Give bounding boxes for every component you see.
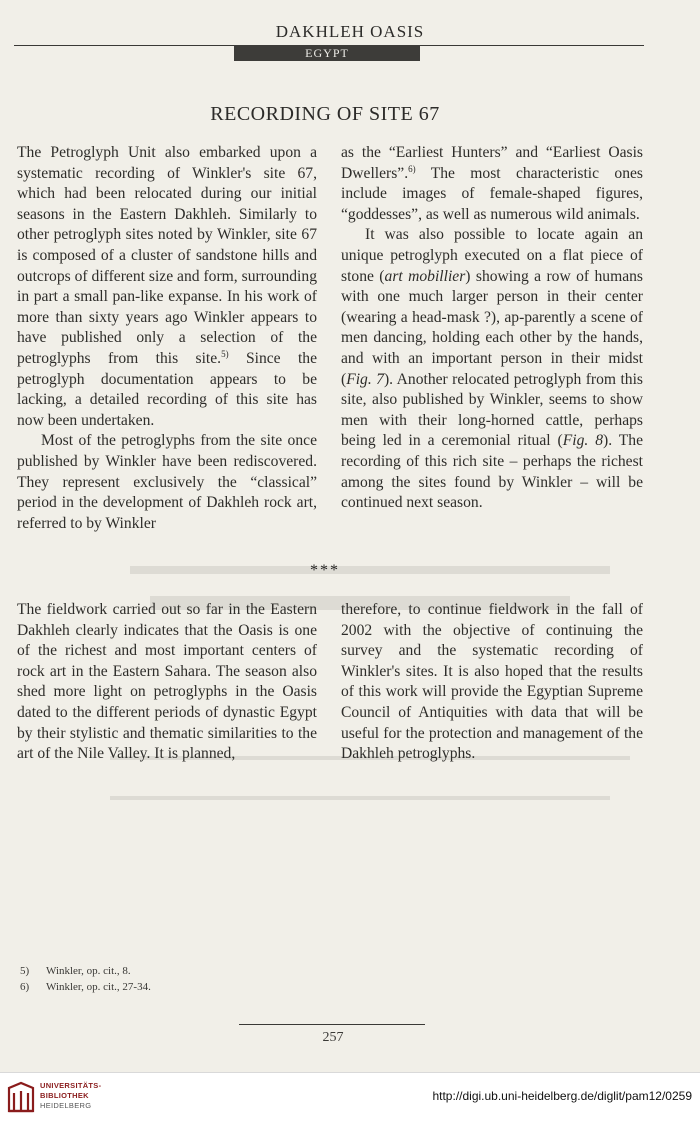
footnotes — [20, 963, 320, 995]
library-name[interactable]: UNIVERSITÄTS- BIBLIOTHEK HEIDELBERG — [40, 1081, 102, 1110]
figure-ref[interactable]: Fig. 8 — [562, 432, 604, 450]
page-number: 257 — [322, 1030, 344, 1045]
section-separator: *** — [310, 562, 340, 579]
section-title: RECORDING OF SITE 67 — [210, 103, 440, 125]
university-library-logo-icon[interactable] — [6, 1080, 36, 1114]
source-url-link[interactable]: http://digi.ub.uni-heidelberg.de/diglit/pam12/0259 — [432, 1089, 692, 1103]
figure-ref[interactable]: Fig. 7 — [346, 370, 384, 388]
paragraph: Most of the petroglyphs from the site once published by Winkler have been rediscovered. They represent exclusively the “classical” period in the development of Dakhleh rock art, referred to by Winkler — [17, 432, 317, 532]
paragraph: therefore, to continue fieldwork in the fall of 2002 with the objective of continuing the survey and the systematic recording of Winkler's sites. It is also hoped that the results of this work will provide the Egyptian Supreme Council of Antiquities with data that will be useful for the protection and management of the Dakhleh petroglyphs. — [341, 601, 643, 763]
paragraph: The Petroglyph Unit also embarked upon a systematic recording of Winkler's site 67, which had been relocated during our initial seasons in the Eastern Dakhleh. Similarly to other petroglyph sites noted by Winkler, site 67 is composed of a cluster of sandstone hills and outcrops of different size and form, surrounding in part a small pan-like expanse. In his work of more than sixty years ago Winkler appears to have published only a selection of the petroglyphs from this site.$^{5)}$ Since the petroglyph documentation appears to be lacking, a detailed recording of this site has now been undertaken. — [17, 144, 317, 429]
folio-rule — [239, 1024, 425, 1025]
column-left-bottom — [17, 600, 317, 765]
paragraph: The fieldwork carried out so far in the Eastern Dakhleh clearly indicates that the Oasis is one of the richest and most important centers of rock art in the Eastern Sahara. The season also shed more light on petroglyphs in the Oasis dated to the different periods of dynastic Egypt by their stylistic and thematic similarities to the art of the Nile Valley. It is planned, — [17, 601, 317, 763]
column-right-bottom — [341, 600, 643, 765]
footnote-ref[interactable]: 5) — [221, 348, 229, 359]
viewer-footer — [0, 1072, 700, 1122]
running-title: DAKHLEH OASIS — [275, 22, 425, 41]
italic-term: art mobillier — [384, 267, 466, 285]
footnote-ref[interactable]: 6) — [408, 163, 416, 174]
paragraph: It was also possible to locate again an unique petroglyph executed on a flat piece of stone (art mobillier) showing a row of humans with one much larger person in their center (wearing a head-mask ?), ap-parently a scene of men dancing, holding each other by the hands, and with an important person in their midst (Fig. 7). Another relocated petroglyph from this site, also published by Winkler, seems to show men with their long-horned cattle, perhaps being led in a ceremonial ritual (Fig. 8). The recording of this rich site – perhaps the richest among the sites found by Winkler – will be continued next season. — [341, 226, 644, 512]
footnote: 6) Winkler, op. cit., 27-34. — [20, 981, 151, 993]
column-right-top — [341, 143, 643, 514]
column-left-top — [17, 143, 317, 534]
footnote: 5) Winkler, op. cit., 8. — [20, 965, 131, 977]
header-band-label: EGYPT — [234, 45, 420, 61]
paragraph: as the “Earliest Hunters” and “Earliest Oasis Dwellers”.$^{6)}$ The most characteristic ones include images of female-shaped figures, “goddesses”, as well as numerous wild animals. — [341, 144, 643, 223]
